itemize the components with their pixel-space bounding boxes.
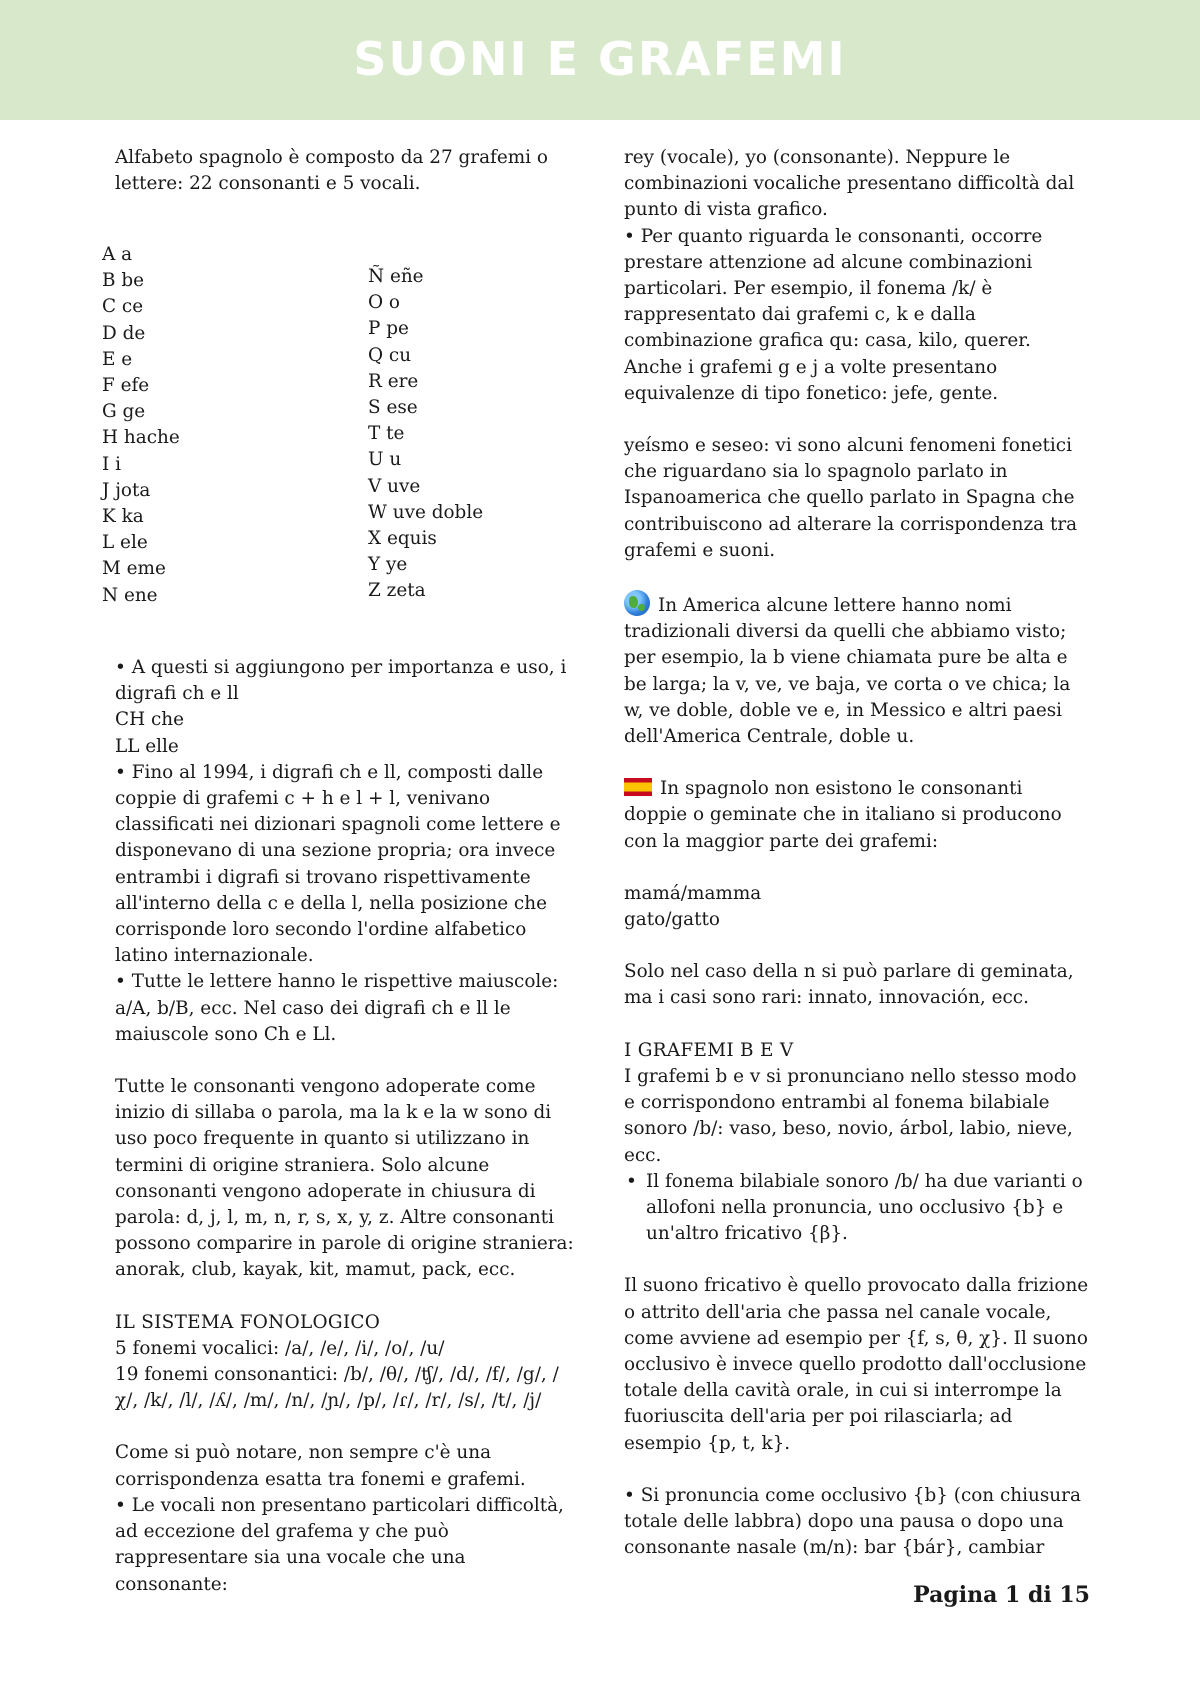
alphabet-letter-6: T te: [368, 423, 405, 445]
alphabet-letter-9: W uve doble: [368, 501, 484, 523]
paragraph-geminata: Solo nel caso della n si può parlare di geminata, ma i casi sono rari: innato, innovación, ecc.: [624, 961, 1074, 1009]
alphabet-letter-3: Q cu: [368, 344, 412, 366]
alphabet-letter-11: Y ye: [368, 554, 408, 576]
doppie-text: In spagnolo non esistono le consonanti doppie o geminate che in italiano si producono con la maggior parte dei grafemi:: [624, 778, 1062, 852]
alphabet-letter-6: G ge: [102, 401, 146, 423]
alphabet-letter-13: N ene: [102, 584, 158, 606]
paragraph-america: [624, 590, 1089, 750]
paragraph-bv: I grafemi b e v si pronunciano nello stesso modo e corrispondono entrambi al fonema bilabiale sonoro /b/: vaso, beso, novio, árbol, labio, nieve, ecc.: [624, 1065, 1077, 1166]
alphabet-letter-10: X equis: [368, 528, 437, 550]
example-mama: mamá/mamma: [624, 882, 762, 904]
intro-block: [115, 145, 565, 197]
alphabet-letter-11: L ele: [102, 532, 148, 554]
alphabet-letter-4: E e: [102, 348, 133, 370]
alphabet-letter-4: R ere: [368, 370, 419, 392]
intro-text: Alfabeto spagnolo è composto da 27 grafemi o lettere: 22 consonanti e 5 vocali.: [115, 147, 548, 195]
alphabet-letter-3: D de: [102, 322, 146, 344]
paragraph-vocali: • Le vocali non presentano particolari difficoltà, ad eccezione del grafema y che può rappresentare sia una vocale che una consonante:: [115, 1494, 564, 1595]
example-gato: gato/gatto: [624, 909, 720, 931]
paragraph-consonanti-combinazioni: • Per quanto riguarda le consonanti, occorre prestare attenzione ad alcune combinazioni particolari. Per esempio, il fonema /k/ è rappresentato dai grafemi c, k e dalla combinazione grafica qu: casa, kilo, querer. Anche i grafemi g e j a volte presentano equivalenze di tipo fonetico: jefe, gente.: [624, 225, 1043, 404]
alphabet-letter-0: A a: [102, 244, 133, 265]
alphabet-list-right: [368, 264, 483, 605]
alphabet-letter-10: K ka: [102, 506, 144, 528]
page-title: SUONI E GRAFEMI: [353, 32, 847, 86]
alphabet-letter-12: Z zeta: [368, 580, 426, 602]
alphabet-letter-9: J jota: [102, 479, 151, 501]
alphabet-letter-5: F efe: [102, 375, 150, 397]
alphabet-letter-2: C ce: [102, 296, 144, 318]
digraphs-intro: • A questi si aggiungono per importanza e uso, i digrafi ch e ll: [115, 657, 567, 705]
right-column: [624, 145, 1089, 1561]
heading-grafemi-bv: I GRAFEMI B E V: [624, 1039, 794, 1061]
paragraph-yeismo: yeísmo e seseo: vi sono alcuni fenomeni fonetici che riguardano sia lo spagnolo parlato in Ispanoamerica che quello parlato in Spagna che contribuiscono ad alterare la corrispondenza tra grafemi e suoni.: [624, 435, 1078, 561]
alphabet-letter-8: V uve: [368, 475, 421, 497]
alphabet-letter-2: P pe: [368, 318, 409, 340]
left-column: [115, 655, 577, 1598]
alphabet-letter-0: Ñ eñe: [368, 266, 424, 287]
list-item: • Il fonema bilabiale sonoro /b/ ha due varianti o allofoni nella pronuncia, uno occlusivo {b} e un'altro fricativo {β}.: [624, 1169, 1089, 1248]
digraph-ll: LL elle: [115, 735, 179, 757]
paragraph-consonanti: Tutte le consonanti vengono adoperate come inizio di sillaba o parola, ma la k e la w sono di uso poco frequente in quanto si utilizzano in termini di origine straniera. Solo alcune consonanti vengono adoperate in chiusura di parola: d, j, l, m, n, r, s, x, y, z. Altre consonanti possono comparire in parole di origine straniera: anorak, club, kayak, kit, mamut, pack, ecc.: [115, 1076, 574, 1281]
spain-flag-icon: [624, 778, 652, 796]
alphabet-list-left: [102, 242, 180, 609]
alphabet-letter-1: B be: [102, 270, 145, 292]
paragraph-rey: rey (vocale), yo (consonante). Neppure le combinazioni vocaliche presentano difficoltà dal punto di vista grafico.: [624, 147, 1075, 221]
paragraph-occlusivo: • Si pronuncia come occlusivo {b} (con chiusura totale delle labbra) dopo una pausa o dopo una consonante nasale (m/n): bar {bár}, cambiar: [624, 1484, 1081, 1559]
fonemi-vocalici: 5 fonemi vocalici: /a/, /e/, /i/, /o/, /u/: [115, 1337, 445, 1359]
alphabet-letter-1: O o: [368, 292, 400, 314]
paragraph-1994: • Fino al 1994, i digrafi ch e ll, composti dalle coppie di grafemi c + h e l + l, venivano classificati nei dizionari spagnoli come lettere e disponevano di una sezione propria; ora invece entrambi i digrafi si trovano rispettivamente all'interno della c e della l, nella posizione che corrisponde loro secondo l'ordine alfabetico latino internazionale.: [115, 761, 561, 967]
alphabet-letter-8: I i: [102, 453, 121, 475]
heading-sistema-fonologico: IL SISTEMA FONOLOGICO: [115, 1311, 381, 1333]
allofoni-list: [624, 1169, 1089, 1248]
fonemi-consonantici: 19 fonemi consonantici: /b/, /θ/, /ʧ/, /d/, /f/, /g/, /χ/, /k/, /l/, /ʎ/, /m/, /n/, /ɲ/, /p/, /ɾ/, /r/, /s/, /t/, /j/: [115, 1364, 559, 1412]
paragraph-notare: Come si può notare, non sempre c'è una corrispondenza esatta tra fonemi e grafemi.: [115, 1442, 526, 1490]
page-number: Pagina 1 di 15: [913, 1582, 1090, 1608]
alphabet-letter-5: S ese: [368, 397, 418, 419]
globe-icon: [624, 590, 650, 616]
paragraph-doppie: [624, 776, 1089, 855]
paragraph-maiuscole: • Tutte le lettere hanno le rispettive maiuscole: a/A, b/B, ecc. Nel caso dei digrafi ch e ll le maiuscole sono Ch e Ll.: [115, 971, 559, 1045]
alphabet-letter-12: M eme: [102, 558, 166, 580]
header-banner: [0, 0, 1200, 120]
paragraph-fricativo: Il suono fricativo è quello provocato dalla frizione o attrito dell'aria che passa nel canale vocale, come avviene ad esempio per {f, s, θ, χ}. Il suono occlusivo è invece quello prodotto dall'occlusione totale della cavità orale, in cui si interrompe la fuoriuscita dell'aria per poi rilasciarla; ad esempio {p, t, k}.: [624, 1275, 1089, 1454]
alphabet-letter-7: H hache: [102, 427, 180, 449]
america-text: In America alcune lettere hanno nomi tradizionali diversi da quelli che abbiamo visto; per esempio, la b viene chiamata pure be alta e be larga; la v, ve, ve baja, ve corta o ve chica; la w, ve doble, doble ve e, in Messico e altri paesi dell'America Centrale, doble u.: [624, 595, 1071, 748]
digraph-ch: CH che: [115, 709, 184, 731]
alphabet-letter-7: U u: [368, 449, 402, 471]
